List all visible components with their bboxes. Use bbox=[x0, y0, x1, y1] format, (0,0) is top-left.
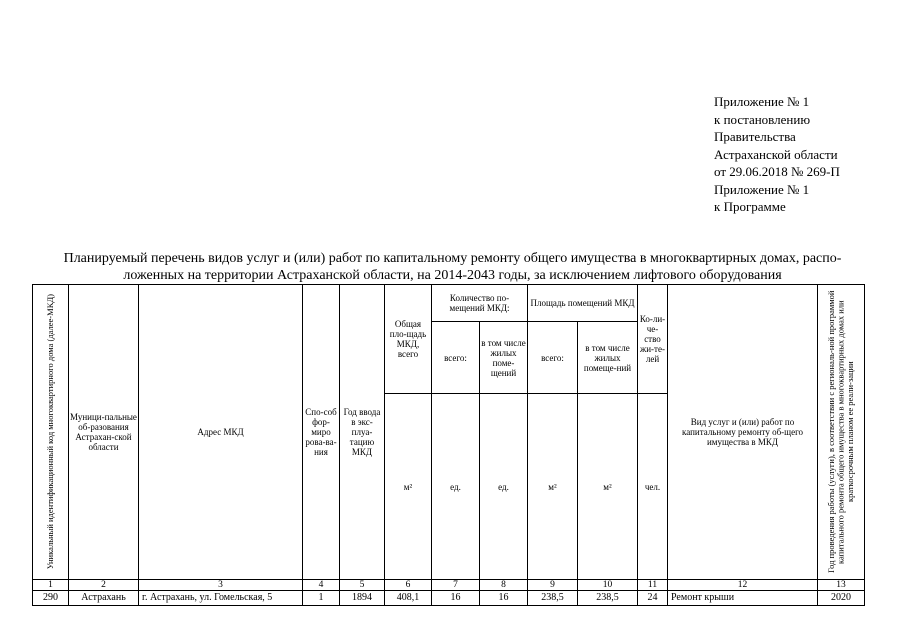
column-number: 8 bbox=[480, 580, 528, 591]
header-rooms-living: в том числе жилых поме-щений bbox=[480, 322, 528, 394]
column-number: 12 bbox=[668, 580, 818, 591]
appendix-line: Правительства bbox=[714, 129, 796, 144]
unit-rooms-living: ед. bbox=[480, 394, 528, 580]
work-list-table bbox=[32, 284, 865, 606]
unit-rooms-total: ед. bbox=[432, 394, 480, 580]
appendix-line: Астраханской области bbox=[714, 146, 838, 162]
column-number: 2 bbox=[69, 580, 139, 591]
column-number: 6 bbox=[385, 580, 432, 591]
cell-municipality: Астрахань bbox=[69, 591, 139, 606]
appendix-line: к постановлению bbox=[714, 111, 811, 127]
column-number: 9 bbox=[528, 580, 578, 591]
header-year-works-text: Год проведения работы (услуги), в соответствии с региональ-ной программой капитального ремонта общего имущества в многоквартирных домах или краткосрочным планом ее реали-зации bbox=[825, 290, 855, 574]
header-residents: Ко-ли-че-ство жи-те-лей bbox=[638, 285, 668, 394]
header-method: Спо-соб фор-миро рова-ва-ния bbox=[303, 285, 340, 580]
header-municipality: Муници-пальные об-разования Астрахан-ской области bbox=[69, 285, 139, 580]
document-title-line: ложенных на территории Астраханской области, на 2014-2043 годы, за исключением лифтового оборудования bbox=[123, 268, 782, 283]
header-year-works bbox=[818, 285, 865, 580]
cell-year-built: 1894 bbox=[340, 591, 385, 606]
header-total-area: Общая пло-щадь МКД, всего bbox=[385, 285, 432, 394]
cell-works: Ремонт крыши bbox=[668, 591, 818, 606]
header-rooms-count: Количество по-мещений МКД: bbox=[432, 285, 528, 322]
header-area-group: Площадь помещений МКД bbox=[528, 285, 638, 322]
column-number: 13 bbox=[818, 580, 865, 591]
header-works: Вид услуг и (или) работ по капитальному ремонту об-щего имущества в МКД bbox=[668, 285, 818, 580]
cell-area-total: 238,5 bbox=[528, 591, 578, 606]
cell-rooms-living: 16 bbox=[480, 591, 528, 606]
header-address: Адрес МКД bbox=[139, 285, 303, 580]
header-area-living: в том числе жилых помеще-ний bbox=[578, 322, 638, 394]
column-number: 10 bbox=[578, 580, 638, 591]
unit-residents: чел. bbox=[638, 394, 668, 580]
header-year-built: Год ввода в экс-плуа-тацию МКД bbox=[340, 285, 385, 580]
appendix-line: Приложение № 1 bbox=[714, 181, 810, 197]
appendix-line: от 29.06.2018 № 269-П bbox=[714, 164, 840, 179]
appendix-line: к Программе bbox=[714, 199, 786, 214]
cell-year-works: 2020 bbox=[818, 591, 865, 606]
appendix-block bbox=[714, 93, 840, 216]
header-area-total: всего: bbox=[528, 322, 578, 394]
column-number: 7 bbox=[432, 580, 480, 591]
column-number: 1 bbox=[33, 580, 69, 591]
column-number-row bbox=[33, 580, 865, 591]
unit-area-living: м² bbox=[578, 394, 638, 580]
cell-rooms-total: 16 bbox=[432, 591, 480, 606]
cell-method: 1 bbox=[303, 591, 340, 606]
column-number: 5 bbox=[340, 580, 385, 591]
document-title bbox=[20, 250, 885, 284]
header-uid bbox=[33, 285, 69, 580]
unit-total-area: м² bbox=[385, 394, 432, 580]
cell-address: г. Астрахань, ул. Гомельская, 5 bbox=[139, 591, 303, 606]
header-rooms-total: всего: bbox=[432, 322, 480, 394]
column-number: 11 bbox=[638, 580, 668, 591]
unit-area-total: м² bbox=[528, 394, 578, 580]
column-number: 3 bbox=[139, 580, 303, 591]
appendix-line: Приложение № 1 bbox=[714, 94, 810, 109]
cell-residents: 24 bbox=[638, 591, 668, 606]
cell-total-area: 408,1 bbox=[385, 591, 432, 606]
column-number: 4 bbox=[303, 580, 340, 591]
document-title-line: Планируемый перечень видов услуг и (или) работ по капитальному ремонту общего имущества в многоквартирных домах, распо- bbox=[63, 251, 842, 266]
header-uid-text: Уникальный идентификационный код многоквартирного дома (далее-МКД) bbox=[44, 294, 55, 570]
cell-area-living: 238,5 bbox=[578, 591, 638, 606]
cell-uid: 290 bbox=[33, 591, 69, 606]
table-row bbox=[33, 591, 865, 606]
